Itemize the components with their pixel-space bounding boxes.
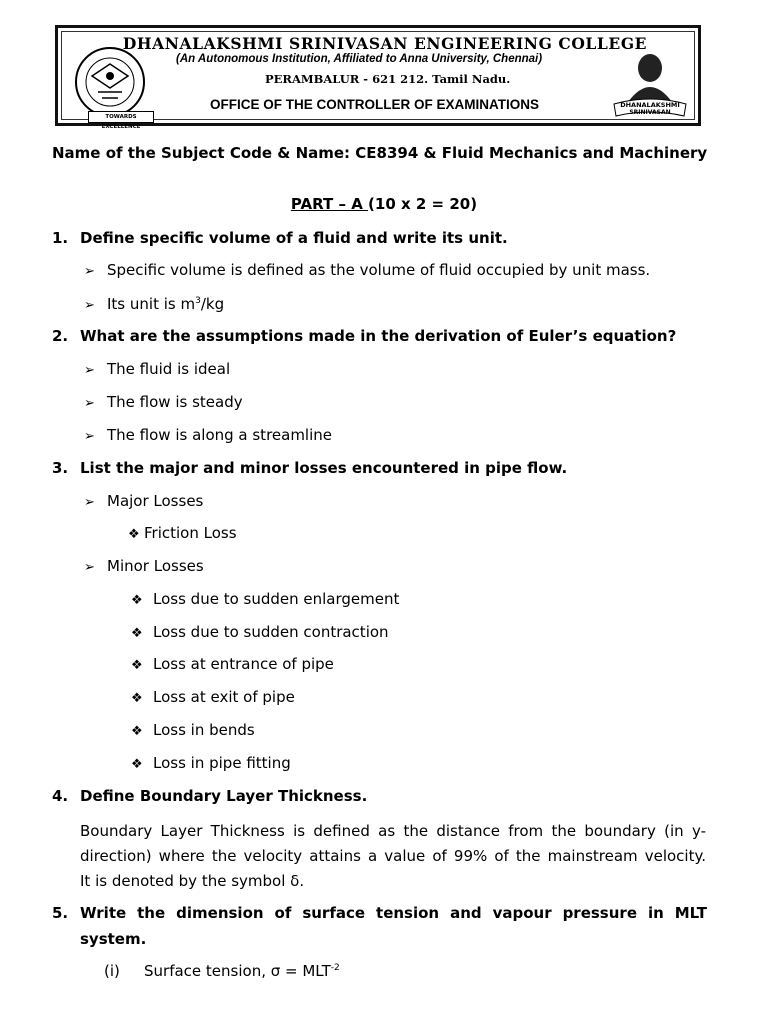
- question-number: 5.: [52, 904, 69, 922]
- roman-numeral: (i): [104, 962, 120, 980]
- arrow-bullet-icon: ➢: [84, 396, 95, 411]
- sub-list-item: ❖ Loss due to sudden contraction: [131, 623, 389, 641]
- part-marks: (10 x 2 = 20): [368, 195, 478, 213]
- question-1: [52, 229, 508, 247]
- question-number: 3.: [52, 459, 69, 477]
- diamond-bullet-icon: ❖: [131, 724, 143, 739]
- list-item: ➢ The flow is along a streamline: [84, 426, 333, 444]
- answer-paragraph: Boundary Layer Thickness is defined as the distance from the boundary (in y- direction) where the velocity attains a value of 99% of the mainstream velocity. It is denoted by the symbol δ.: [80, 822, 706, 890]
- diamond-bullet-icon: ❖: [131, 658, 143, 673]
- sub-list-item: ❖ Loss due to sudden enlargement: [131, 590, 400, 608]
- question-number: 1.: [52, 229, 69, 247]
- list-item: ➢ Major Losses: [84, 492, 204, 510]
- affiliation-text: (An Autonomous Institution, Affiliated to Anna University, Chennai): [176, 53, 543, 65]
- sub-list-item: ❖ Loss at entrance of pipe: [131, 655, 334, 673]
- question-5: [52, 900, 707, 948]
- question-3: [52, 459, 567, 477]
- question-text: Define specific volume of a fluid and write its unit.: [80, 229, 508, 247]
- college-name: DHANALAKSHMI SRINIVASAN ENGINEERING COLLEGE: [122, 34, 648, 53]
- arrow-bullet-icon: ➢: [84, 298, 95, 313]
- arrow-bullet-icon: ➢: [84, 363, 95, 378]
- list-item: ➢ The flow is steady: [84, 393, 243, 411]
- question-number: 2.: [52, 327, 69, 345]
- diamond-bullet-icon: ❖: [131, 691, 143, 706]
- arrow-bullet-icon: ➢: [84, 429, 95, 444]
- question-text: List the major and minor losses encountered in pipe flow.: [80, 459, 568, 477]
- emblem-caption: TOWARDS EXCELLENCE: [88, 111, 154, 123]
- logo-name-line1: DHANALAKSHMI: [620, 101, 680, 109]
- diamond-bullet-icon: ❖: [131, 593, 143, 608]
- diamond-bullet-icon: ❖: [128, 527, 140, 542]
- question-text: Define Boundary Layer Thickness.: [80, 787, 368, 805]
- sub-list-item: ❖ Loss at exit of pipe: [131, 688, 295, 706]
- question-number: 4.: [52, 787, 69, 805]
- question-4: [52, 787, 367, 805]
- founder-portrait-logo: [610, 46, 690, 122]
- sub-list-item: ❖ Loss in pipe fitting: [131, 754, 291, 772]
- arrow-bullet-icon: ➢: [84, 264, 95, 279]
- sub-list-item: ❖ Loss in bends: [131, 721, 255, 739]
- list-item: ➢ Its unit is $m^3/kg$: [84, 295, 225, 313]
- list-item: ➢ Minor Losses: [84, 557, 204, 575]
- subject-heading: Name of the Subject Code & Name: CE8394 & Fluid Mechanics and Machinery: [52, 144, 708, 162]
- question-text: What are the assumptions made in the derivation of Euler’s equation?: [80, 327, 677, 345]
- arrow-bullet-icon: ➢: [84, 495, 95, 510]
- sub-answer-item: (i) Surface tension, $\sigma = MLT^{-2}$: [104, 962, 340, 980]
- part-heading: [0, 195, 768, 213]
- office-title: OFFICE OF THE CONTROLLER OF EXAMINATIONS: [210, 97, 539, 112]
- arrow-bullet-icon: ➢: [84, 560, 95, 575]
- logo-name-line2: SRINIVASAN: [629, 109, 671, 116]
- diamond-bullet-icon: ❖: [131, 757, 143, 772]
- question-text: Write the dimension of surface tension and vapour pressure in MLT system.: [80, 904, 707, 948]
- sub-list-item: ❖ Friction Loss: [128, 524, 237, 542]
- list-item: ➢ The fluid is ideal: [84, 360, 231, 378]
- college-address: PERAMBALUR - 621 212. Tamil Nadu.: [265, 72, 511, 86]
- diamond-bullet-icon: ❖: [131, 626, 143, 641]
- question-2: [52, 327, 676, 345]
- college-header: [55, 25, 701, 130]
- list-item: ➢ Specific volume is defined as the volume of fluid occupied by unit mass.: [84, 261, 651, 279]
- part-label: PART – A: [290, 195, 369, 213]
